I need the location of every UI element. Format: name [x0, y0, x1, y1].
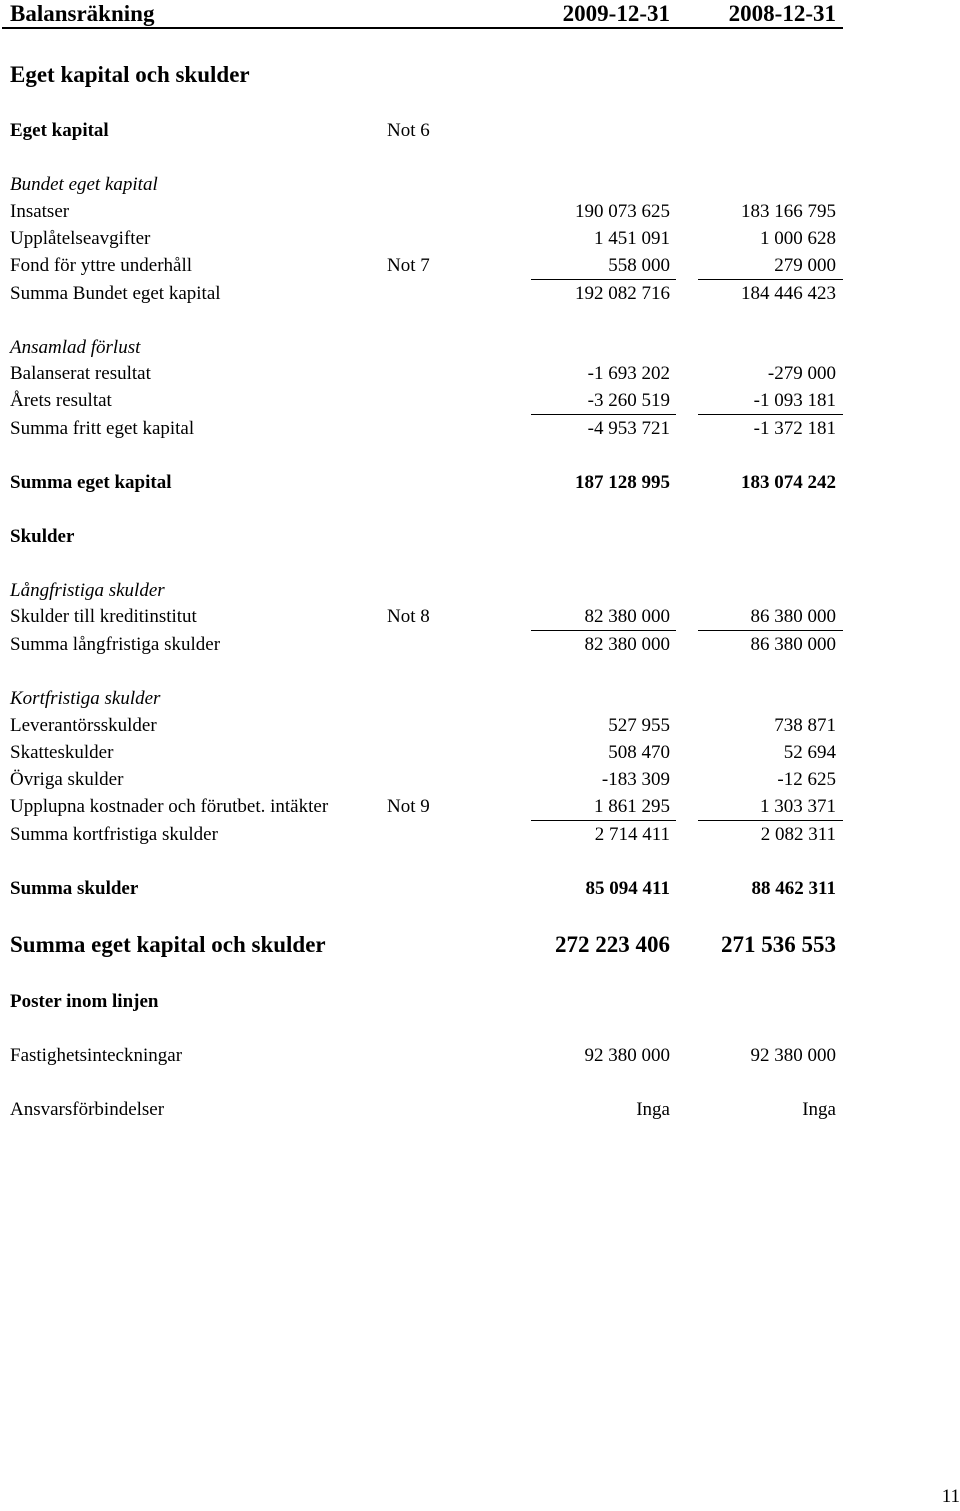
- grand-total-row: [0, 931, 960, 959]
- row-label: Skatteskulder: [10, 742, 114, 763]
- sum-label: Summa fritt eget kapital: [10, 418, 195, 439]
- table-row: [0, 712, 960, 740]
- sum-row: [0, 821, 960, 849]
- long-term-heading: Långfristiga skulder: [10, 580, 165, 601]
- row-label: Fastighetsinteckningar: [10, 1045, 183, 1066]
- table-row: [0, 1096, 960, 1124]
- row-value-2008: 52 694: [783, 742, 836, 763]
- row-value-2009: -1 693 202: [587, 363, 670, 384]
- row-label: Skulder till kreditinstitut: [10, 606, 197, 627]
- total-value-2008: 88 462 311: [751, 878, 836, 899]
- header-rule: [2, 27, 843, 29]
- table-row: [0, 225, 960, 253]
- section-heading-row: [0, 61, 960, 89]
- sum-value-2008: 2 082 311: [760, 824, 836, 845]
- row-value-2009: -183 309: [601, 769, 670, 790]
- total-value-2009: 187 128 995: [575, 472, 670, 493]
- total-value-2009: 85 094 411: [585, 878, 670, 899]
- row-label: Balanserat resultat: [10, 363, 151, 384]
- accumulated-loss-heading: Ansamlad förlust: [10, 337, 141, 358]
- row-value-2008: 279 000: [774, 255, 836, 276]
- row-value-2008: 86 380 000: [750, 606, 836, 627]
- section-title: Eget kapital och skulder: [10, 62, 250, 87]
- column-header-2008: 2008-12-31: [728, 1, 836, 26]
- table-row: [0, 360, 960, 388]
- sum-label: Summa långfristiga skulder: [10, 634, 221, 655]
- row-value-2008: 1 303 371: [760, 796, 836, 817]
- grand-total-label: Summa eget kapital och skulder: [10, 932, 326, 957]
- sum-row: [0, 415, 960, 443]
- sum-label: Summa Bundet eget kapital: [10, 283, 221, 304]
- equity-note: Not 6: [387, 120, 430, 141]
- sum-value-2009: -4 953 721: [587, 418, 670, 439]
- subsection-heading-row: [0, 577, 960, 605]
- sum-label: Summa kortfristiga skulder: [10, 824, 218, 845]
- row-value-2009: 92 380 000: [584, 1045, 670, 1066]
- row-value-2009: 1 861 295: [594, 796, 670, 817]
- sum-value-2009: 2 714 411: [594, 824, 670, 845]
- row-value-2009: -3 260 519: [587, 390, 670, 411]
- row-note: Not 8: [387, 606, 430, 627]
- row-value-2008: 738 871: [774, 715, 836, 736]
- table-row: [0, 739, 960, 767]
- total-value-2008: 183 074 242: [741, 472, 836, 493]
- column-header-2009: 2009-12-31: [562, 1, 670, 26]
- total-row: [0, 469, 960, 497]
- row-label: Ansvarsförbindelser: [10, 1099, 165, 1120]
- total-row: [0, 875, 960, 903]
- equity-heading-row: [0, 117, 960, 145]
- sum-row: [0, 631, 960, 659]
- row-value-2008: 92 380 000: [750, 1045, 836, 1066]
- row-value-2008: 183 166 795: [741, 201, 836, 222]
- row-label: Årets resultat: [10, 390, 112, 411]
- sum-value-2009: 192 082 716: [575, 283, 670, 304]
- table-header: [0, 0, 960, 28]
- sum-value-2009: 82 380 000: [584, 634, 670, 655]
- table-row: [0, 198, 960, 226]
- grand-total-value-2008: 271 536 553: [721, 932, 836, 957]
- row-label: Övriga skulder: [10, 769, 124, 790]
- total-label: Summa skulder: [10, 878, 139, 899]
- row-label: Leverantörsskulder: [10, 715, 157, 736]
- page-number: 11: [941, 1486, 960, 1507]
- short-term-heading: Kortfristiga skulder: [10, 688, 161, 709]
- row-label: Fond för yttre underhåll: [10, 255, 193, 276]
- sum-value-2008: -1 372 181: [753, 418, 836, 439]
- row-value-2008: -12 625: [777, 769, 836, 790]
- row-note: Not 9: [387, 796, 430, 817]
- row-value-2009: 558 000: [608, 255, 670, 276]
- sum-value-2008: 86 380 000: [750, 634, 836, 655]
- table-row: [0, 766, 960, 794]
- document-title: Balansräkning: [10, 1, 155, 26]
- subsection-heading-row: [0, 334, 960, 362]
- row-value-2009: 508 470: [608, 742, 670, 763]
- liabilities-heading: Skulder: [10, 526, 75, 547]
- table-row: [0, 1042, 960, 1070]
- total-label: Summa eget kapital: [10, 472, 172, 493]
- grand-total-value-2009: 272 223 406: [555, 932, 670, 957]
- table-row: [0, 252, 960, 280]
- row-value-2008: Inga: [802, 1099, 836, 1120]
- row-value-2009: 1 451 091: [594, 228, 670, 249]
- row-value-2008: 1 000 628: [760, 228, 836, 249]
- row-value-2008: -1 093 181: [753, 390, 836, 411]
- subsection-heading-row: [0, 685, 960, 713]
- table-row: [0, 793, 960, 821]
- row-label: Upplåtelseavgifter: [10, 228, 151, 249]
- row-label: Upplupna kostnader och förutbet. intäkter: [10, 796, 329, 817]
- off-balance-heading: Poster inom linjen: [10, 991, 159, 1012]
- row-note: Not 7: [387, 255, 430, 276]
- row-label: Insatser: [10, 201, 70, 222]
- row-value-2009: 190 073 625: [575, 201, 670, 222]
- row-value-2008: -279 000: [767, 363, 836, 384]
- row-value-2009: 82 380 000: [584, 606, 670, 627]
- liabilities-heading-row: [0, 523, 960, 551]
- row-value-2009: 527 955: [608, 715, 670, 736]
- sum-value-2008: 184 446 423: [741, 283, 836, 304]
- off-balance-heading-row: [0, 988, 960, 1016]
- table-row: [0, 387, 960, 415]
- subsection-heading-row: [0, 171, 960, 199]
- restricted-equity-heading: Bundet eget kapital: [10, 174, 158, 195]
- equity-heading: Eget kapital: [10, 120, 109, 141]
- sum-row: [0, 280, 960, 308]
- table-row: [0, 603, 960, 631]
- row-value-2009: Inga: [636, 1099, 670, 1120]
